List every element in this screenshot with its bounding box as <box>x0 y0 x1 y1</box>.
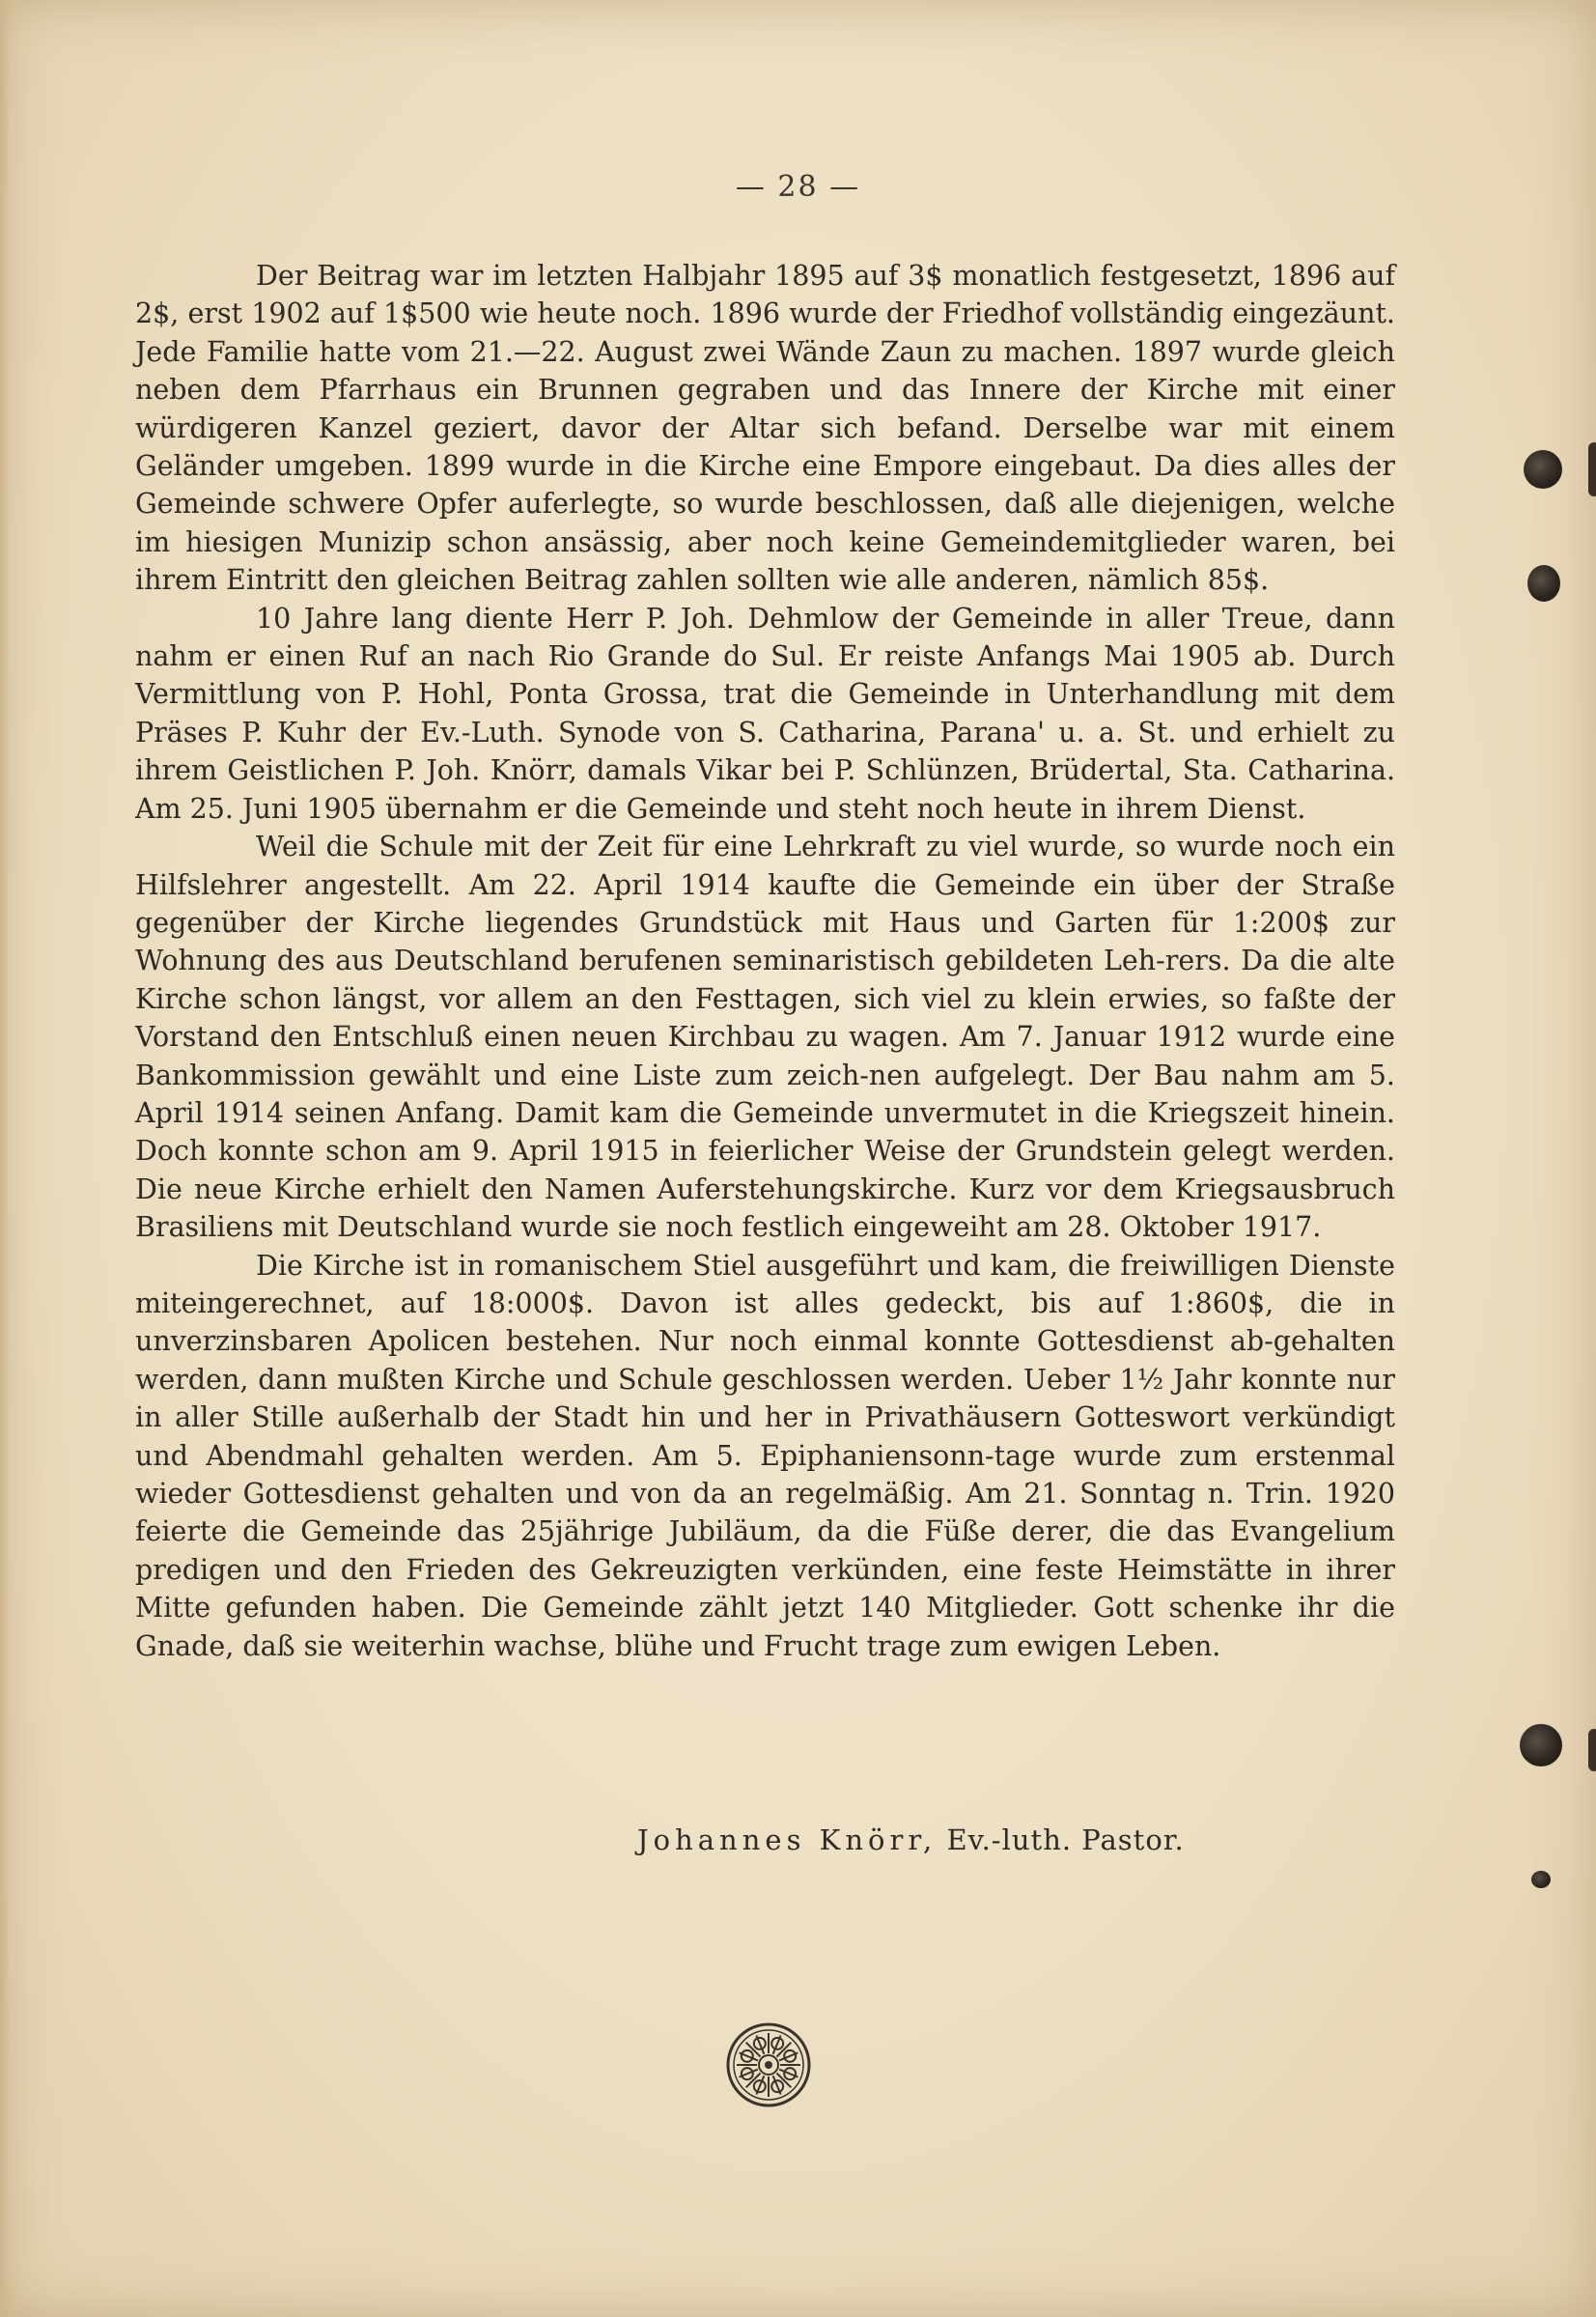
signature-title: Ev.-luth. Pastor. <box>946 1823 1185 1856</box>
signature-name: Johannes Knörr, <box>637 1823 938 1856</box>
paragraph-1: Der Beitrag war im letzten Halbjahr 1895 auf 3$ monatlich festgesetzt, 1896 auf 2$, erst 1902 auf 1$500 wie heute noch. 1896 wurde der Friedhof vollständig eingezäunt. Jede Familie hatte vom 21.—22. August zwei Wände Zaun zu machen. 1897 wurde gleich neben dem Pfarrhaus ein Brunnen gegraben und das Innere der Kirche mit einer würdigeren Kanzel geziert, davor der Altar sich befand. Derselbe war mit einem Geländer umgeben. 1899 wurde in die Kirche eine Empore eingebaut. Da dies alles der Gemeinde schwere Opfer auferlegte, so wurde beschlossen, daß alle diejenigen, welche im hiesigen Munizip schon ansässig, aber noch keine Gemeindemitglieder waren, bei ihrem Eintritt den gleichen Beitrag zahlen sollten wie alle anderen, nämlich 85$. <box>135 260 1395 597</box>
binding-mark-2 <box>1588 1729 1596 1771</box>
punch-hole-1 <box>1524 450 1562 489</box>
paragraph-2: 10 Jahre lang diente Herr P. Joh. Dehmlow der Gemeinde in aller Treue, dann nahm er einen Ruf an nach Rio Grande do Sul. Er reiste Anfangs Mai 1905 ab. Durch Vermittlung von P. Hohl, Ponta Grossa, trat die Gemeinde in Unterhandlung mit dem Präses P. Kuhr der Ev.-Luth. Synode von S. Catharina, Parana' u. a. St. und erhielt zu ihrem Geistlichen P. Joh. Knörr, damals Vikar bei P. Schlünzen, Brüdertal, Sta. Catharina. Am 25. Juni 1905 übernahm er die Gemeinde und steht noch heute in ihrem Dienst. <box>135 602 1395 825</box>
page-left-edge <box>0 0 10 2317</box>
page-number: — 28 — <box>735 170 861 204</box>
paragraph-4: Die Kirche ist in romanischem Stiel ausgeführt und kam, die freiwilligen Dienste miteingerechnet, auf 18:000$. Davon ist alles gedeckt, bis auf 1:860$, die in unverzinsbaren Apolicen bestehen. Nur noch einmal konnte Gottesdienst ab-gehalten werden, dann mußten Kirche und Schule geschlossen werden. Ueber 1½ Jahr konnte nur in aller Stille außerhalb der Stadt hin und her in Privathäusern Gotteswort verkündigt und Abendmahl gehalten werden. Am 5. Epiphaniensonn-tage wurde zum erstenmal wieder Gottesdienst gehalten und von da an regelmäßig. Am 21. Sonntag n. Trin. 1920 feierte die Gemeinde das 25jährige Jubiläum, da die Füße derer, die das Evangelium predigen und den Frieden des Gekreuzigten verkünden, eine feste Heimstätte in ihrer Mitte gefunden haben. Die Gemeinde zählt jetzt 140 Mitglieder. Gott schenke ihr die Gnade, daß sie weiterhin wachse, blühe und Frucht trage zum ewigen Leben. <box>135 1249 1395 1662</box>
body-text <box>135 257 1395 1665</box>
punch-hole-3 <box>1520 1724 1562 1766</box>
rosette-ornament-icon <box>725 2021 812 2108</box>
paragraph-3: Weil die Schule mit der Zeit für eine Lehrkraft zu viel wurde, so wurde noch ein Hilfslehrer angestellt. Am 22. April 1914 kaufte die Gemeinde ein über der Straße gegenüber der Kirche liegendes Grundstück mit Haus und Garten für 1:200$ zur Wohnung des aus Deutschland berufenen seminaristisch gebildeten Leh-rers. Da die alte Kirche schon längst, vor allem an den Festtagen, sich viel zu klein erwies, so faßte der Vorstand den Entschluß einen neuen Kirchbau zu wagen. Am 7. Januar 1912 wurde eine Bankommission gewählt und eine Liste zum zeich-nen aufgelegt. Der Bau nahm am 5. April 1914 seinen Anfang. Damit kam die Gemeinde unvermutet in die Kriegszeit hinein. Doch konnte schon am 9. April 1915 in feierlicher Weise der Grundstein gelegt werden. Die neue Kirche erhielt den Namen Auferstehungskirche. Kurz vor dem Kriegsausbruch Brasiliens mit Deutschland wurde sie noch festlich eingeweiht am 28. Oktober 1917. <box>135 831 1395 1244</box>
binding-mark-1 <box>1588 442 1596 496</box>
signature-line <box>637 1823 1185 1856</box>
punch-hole-4 <box>1531 1871 1551 1888</box>
punch-hole-2 <box>1527 565 1560 602</box>
